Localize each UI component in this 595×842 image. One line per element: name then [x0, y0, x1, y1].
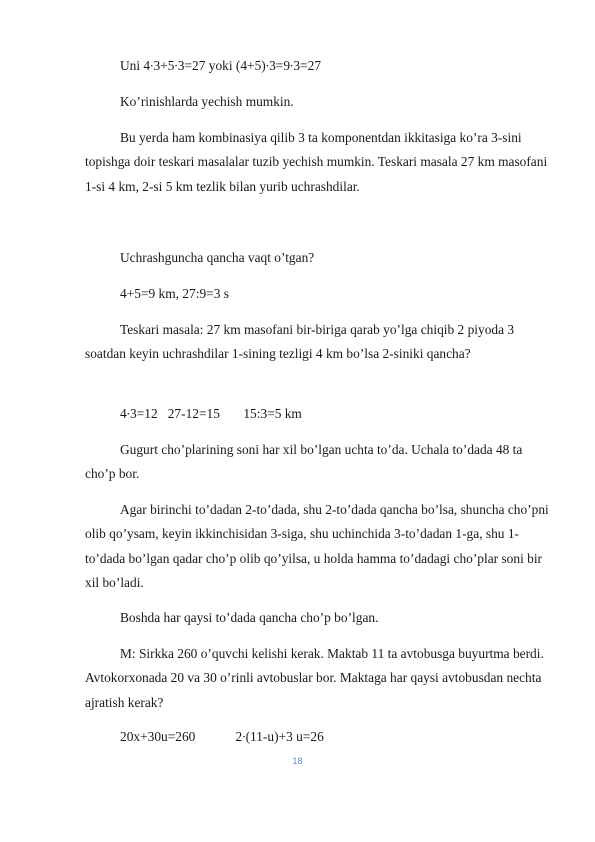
paragraph-problem-2-condition: Agar birinchi to’dadan 2-to’dada, shu 2-to’dada qancha bo’lsa, shuncha cho’pni olib qo’ysam, keyin ikkinchisidan 3-siga, shu uchinchida 3-to’dadan 1-ga, shu 1- to’dada bo’lgan qadar cho’p olib qo’yilsa, u holda hamma to’dadagi cho’plar soni bir xil bo’ladi. — [85, 502, 553, 591]
paragraph-question-1: Uchrashguncha qancha vaqt o’tgan? — [120, 250, 315, 265]
paragraph-text-1: Ko’rinishlarda yechish mumkin. — [120, 94, 294, 109]
paragraph-solution-2: 4∙3=12 27-12=15 15:3=5 km — [120, 406, 302, 421]
paragraph-text-2: Bu yerda ham kombinasiya qilib 3 ta komponentdan ikkitasiga ko’ra 3-sini topishga doir teskari masalalar tuzib yechish mumkin. Teskari masala 27 km masofani 1-si 4 km, 2-si 5 km tezlik bilan yurib uchrashdilar. — [85, 130, 551, 194]
paragraph-problem-1: Teskari masala: 27 km masofani bir-biriga qarab yo’lga chiqib 2 piyoda 3 soatdan keyin uchrashdilar 1-sining tezligi 4 km bo’lsa 2-siniki qancha? — [85, 322, 518, 362]
paragraph-problem-2: Gugurt cho’plarining soni har xil bo’lgan uchta to’da. Uchala to’dada 48 ta cho’p bor. — [85, 442, 526, 482]
paragraph-question-2: Boshda har qaysi to’dada qancha cho’p bo’lgan. — [120, 610, 379, 625]
page-number: 18 — [292, 756, 303, 766]
paragraph-problem-3: M: Sirkka 260 o’quvchi kelishi kerak. Maktab 11 ta avtobusga buyurtma berdi. Avtokorxonada 20 va 30 o’rinli avtobuslar bor. Maktaga har qaysi avtobusdan nechta ajratish kerak? — [85, 646, 547, 710]
paragraph-solution-1: 4+5=9 km, 27:9=3 s — [120, 286, 229, 301]
paragraph-equation-1: Uni 4∙3+5∙3=27 yoki (4+5)∙3=9∙3=27 — [120, 58, 322, 73]
paragraph-equation-2: 20x+30u=260 2∙(11-u)+3 u=26 — [120, 729, 324, 744]
